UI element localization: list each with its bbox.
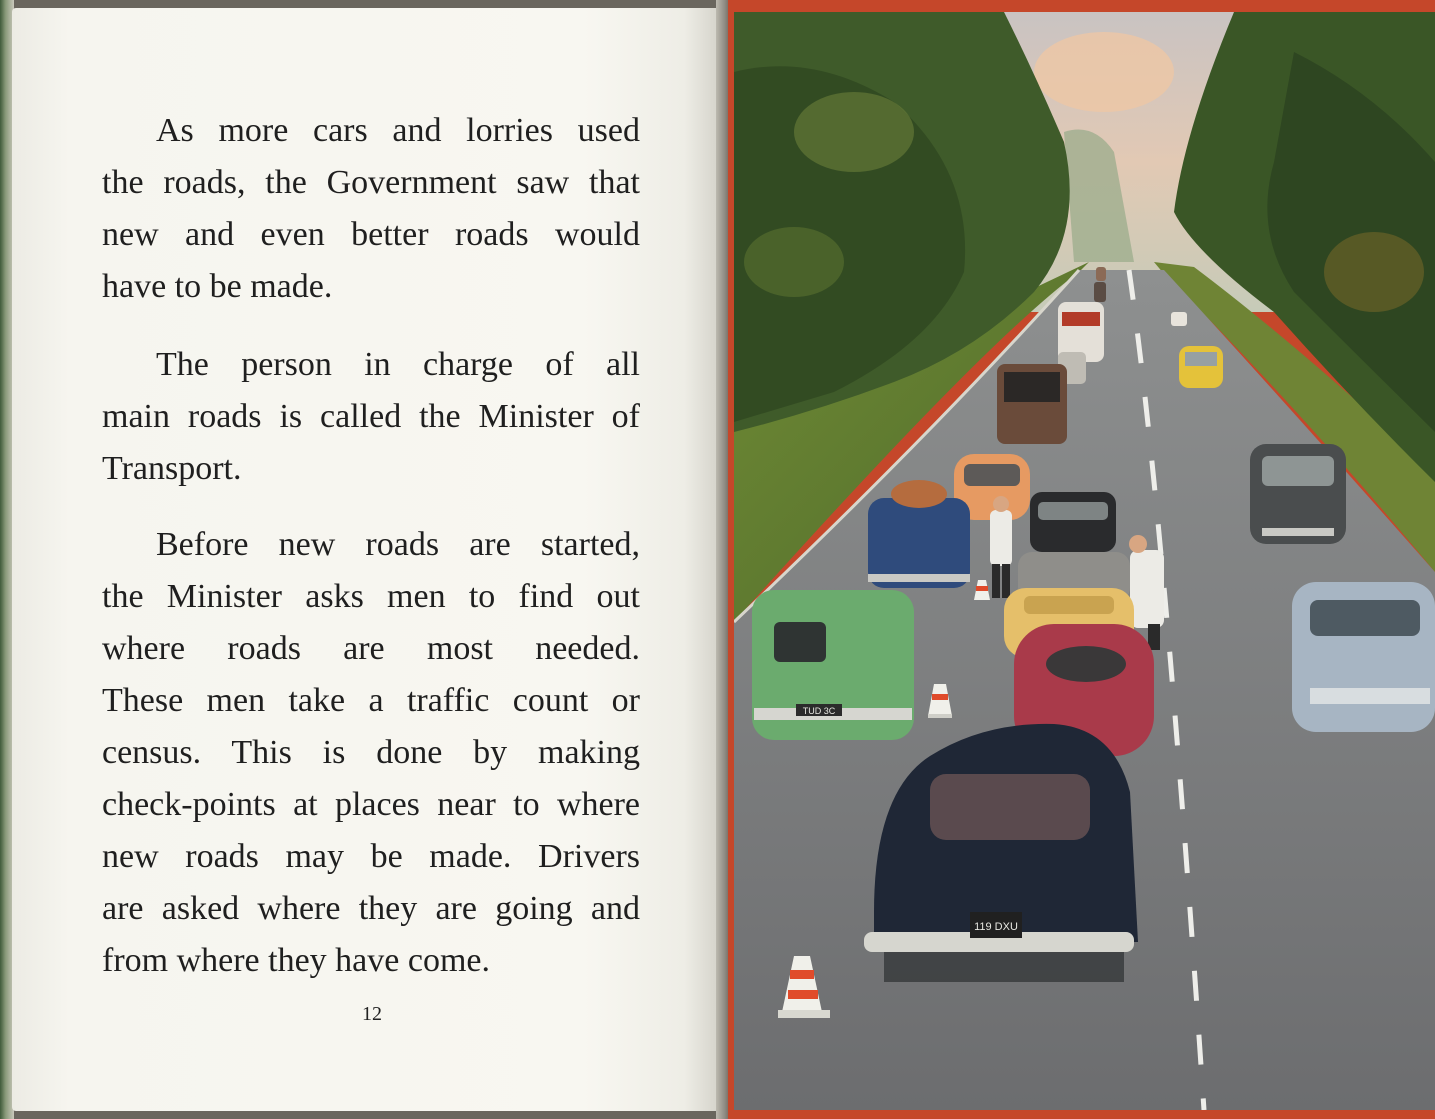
text-line: As more cars and lorries used	[156, 112, 640, 149]
number-plate: TUD 3C	[802, 706, 836, 716]
distant-car	[1094, 282, 1106, 302]
text-line: from where they have come.	[102, 942, 490, 979]
cloud	[1034, 32, 1174, 112]
distant-car	[1096, 267, 1106, 281]
left-page	[12, 8, 727, 1111]
text-line: These men take a traffic count or	[102, 682, 640, 719]
text-line: new and even better roads would	[102, 216, 640, 253]
text-line: census. This is done by making	[102, 734, 640, 771]
light-blue-car	[1292, 582, 1435, 732]
black-car	[1030, 492, 1116, 552]
right-page	[728, 0, 1435, 1119]
text-line: main roads is called the Minister of	[102, 398, 640, 435]
text-line: are asked where they are going and	[102, 890, 640, 927]
paragraph-3	[102, 519, 640, 987]
page-number: 12	[362, 1003, 382, 1025]
number-plate: 119 DXU	[974, 921, 1018, 933]
text-line: new roads may be made. Drivers	[102, 838, 640, 875]
leaf-highlight	[1324, 232, 1424, 312]
green-van	[752, 590, 914, 740]
leaf-highlight	[744, 227, 844, 297]
traffic-census-illustration	[734, 12, 1435, 1110]
text-line: the Minister asks men to find out	[102, 578, 640, 615]
text-line: Transport.	[102, 450, 242, 487]
text-line: check-points at places near to where	[102, 786, 640, 823]
text-line: where roads are most needed.	[102, 630, 640, 667]
paragraph-2	[102, 339, 640, 495]
text-line: have to be made.	[102, 268, 333, 305]
paragraph-1	[102, 105, 640, 313]
text-line: The person in charge of all	[156, 346, 640, 383]
text-line: Before new roads are started,	[156, 526, 640, 563]
text-line: the roads, the Government saw that	[102, 164, 640, 201]
distant-car	[1171, 312, 1187, 326]
leaf-highlight	[794, 92, 914, 172]
yellow-car	[1179, 346, 1223, 388]
brown-van	[997, 364, 1067, 444]
dark-grey-car	[1250, 444, 1346, 544]
